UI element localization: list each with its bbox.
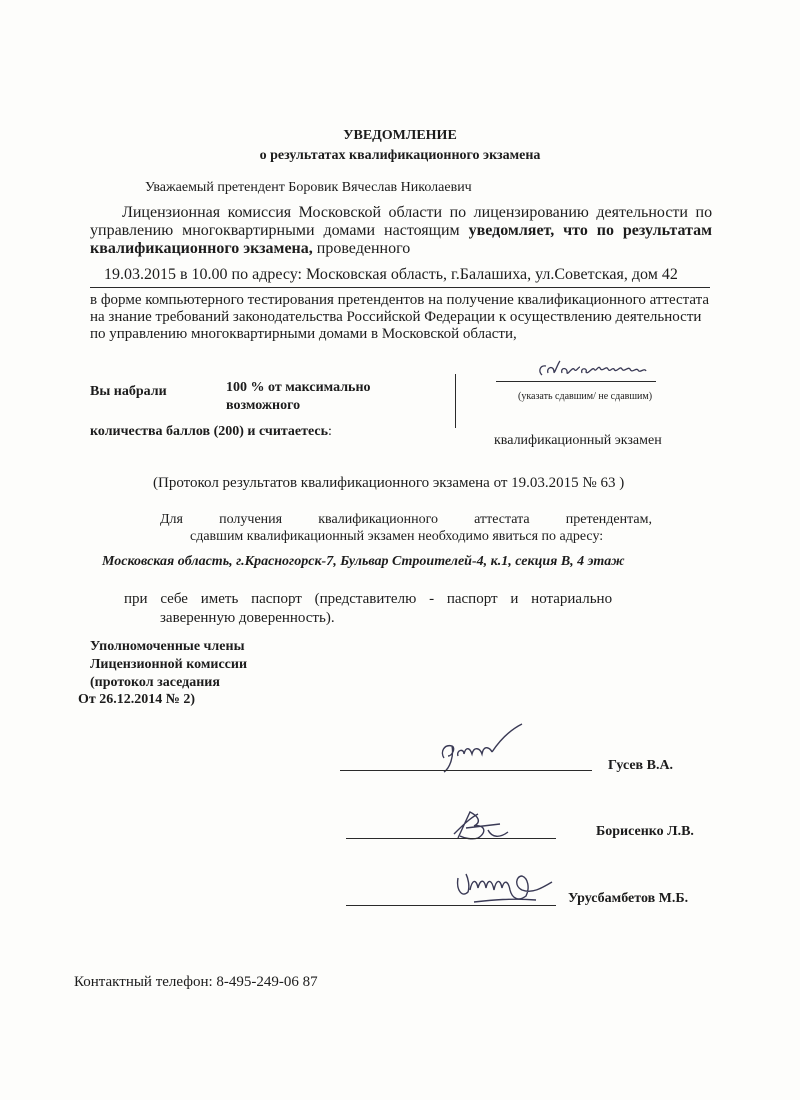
authorized-line-3: (протокол заседания xyxy=(90,675,220,690)
authorized-line-2: Лицензионной комиссии xyxy=(90,657,248,672)
points-line: количества баллов (200) и считаетесь: xyxy=(90,424,332,439)
signatory-name-3: Урусбамбетов М.Б. xyxy=(568,891,689,906)
authorized-line-1: Уполномоченные члены xyxy=(90,639,245,654)
document-subtitle: о результатах квалификационного экзамена xyxy=(259,148,541,163)
status-handwriting xyxy=(536,355,656,381)
signature-line-3 xyxy=(346,905,556,906)
authorized-line-4: От 26.12.2014 № 2) xyxy=(78,692,195,707)
signature-gusev-graphic xyxy=(430,722,530,774)
signature-urusbambetov-icon xyxy=(452,868,556,908)
contact-phone: Контактный телефон: 8-495-249-06 87 xyxy=(74,974,318,990)
form-text-line-1: в форме компьютерного тестирования претендентов на получение квалификационного аттестата xyxy=(90,292,710,308)
passport-line-2: заверенную доверенность). xyxy=(160,610,335,626)
instructions-line-1: Для получения квалификационного аттестата претендентам, xyxy=(160,512,652,527)
document-title: УВЕДОМЛЕНИЕ xyxy=(343,128,457,143)
status-hint: (указать сдавшим/ не сдавшим) xyxy=(518,391,653,402)
signature-gusev-icon xyxy=(430,722,530,774)
score-line-1: 100 % от максимально xyxy=(226,380,371,395)
form-text-line-3: по управлению многоквартирными домами в Московской области, xyxy=(90,326,517,342)
intro-line-1: Лицензионная комиссия Московской области по лицензированию деятельности по xyxy=(122,204,713,221)
you-scored-label: Вы набрали xyxy=(90,384,167,399)
signature-line-2 xyxy=(346,838,556,839)
intro-line-3: квалификационного экзамена, проведенного xyxy=(90,240,411,257)
exam-date-address: 19.03.2015 в 10.00 по адресу: Московская область, г.Балашиха, ул.Советская, дом 42 xyxy=(104,266,678,283)
status-underline xyxy=(496,381,656,382)
signature-urusbambetov-graphic xyxy=(452,868,556,908)
score-line-2: возможного xyxy=(226,398,301,413)
form-text-line-2: на знание требований законодательства Российской Федерации к осуществлению деятельности xyxy=(90,309,702,325)
signature-line-1 xyxy=(340,770,592,771)
exam-line-underline xyxy=(90,287,710,288)
greeting: Уважаемый претендент Боровик Вячеслав Николаевич xyxy=(145,180,472,195)
office-address: Московская область, г.Красногорск-7, Бульвар Строителей-4, к.1, секция В, 4 этаж xyxy=(102,554,625,569)
intro-line-2: управлению многоквартирными домами настоящим уведомляет, что по результатам xyxy=(90,222,713,239)
result-divider xyxy=(455,374,456,428)
signatory-name-1: Гусев В.А. xyxy=(608,758,674,773)
signature-borisenko-graphic xyxy=(448,808,520,842)
signatory-name-2: Борисенко Л.В. xyxy=(596,824,694,839)
signature-borisenko-icon xyxy=(448,808,520,842)
protocol-line: (Протокол результатов квалификационного экзамена от 19.03.2015 № 63 ) xyxy=(153,475,625,491)
instructions-line-2: сдавшим квалификационный экзамен необходимо явиться по адресу: xyxy=(190,529,604,544)
exam-word: квалификационный экзамен xyxy=(494,433,662,448)
status-handwriting-graphic xyxy=(536,355,656,381)
passport-line-1: при себе иметь паспорт (представителю - паспорт и нотариально xyxy=(124,591,613,607)
